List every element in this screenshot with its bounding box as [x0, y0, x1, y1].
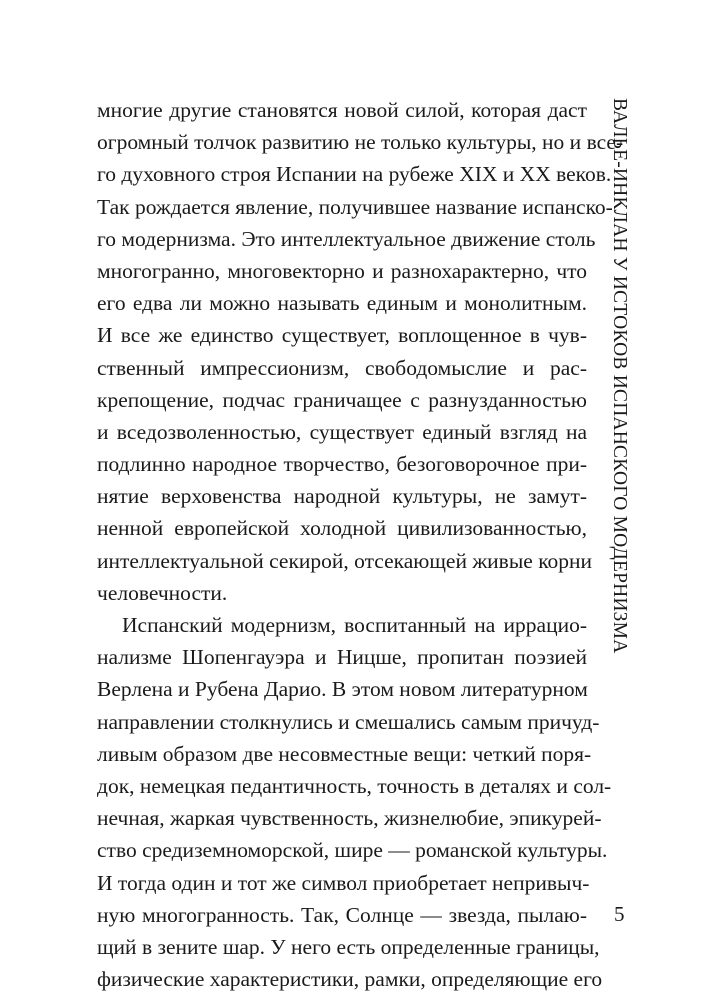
text-line: огромный толчок развитию не только культуры, но и все- [97, 130, 624, 155]
text-line: многогранно, многовекторно и разнохарактерно, что [97, 258, 587, 283]
text-line: ство средиземноморской, шире — романской культуры. [97, 838, 608, 863]
text-line: Верлена и Рубена Дарио. В этом новом литературном [97, 677, 588, 702]
text-line: многие другие становятся новой силой, которая даст [97, 98, 587, 122]
text-line: его едва ли можно называть единым и монолитным. [97, 291, 587, 316]
text-line: крепощение, подчас граничащее с разнузданностью [97, 387, 587, 412]
text-line: и вседозволенностью, существует единый взгляд на [97, 419, 587, 444]
text-line: ную многогранность. Так, Солнце — звезда, пылаю- [97, 902, 587, 927]
text-line: ственный импрессионизм, свободомыслие и рас- [97, 355, 587, 380]
text-line: И все же единство существует, воплощенное в чув- [97, 323, 587, 348]
page-number: 5 [614, 902, 625, 926]
text-line: ненной европейской холодной цивилизованностью, [97, 516, 587, 541]
text-line: нечная, жаркая чувственность, жизнелюбие, эпикурей- [97, 806, 602, 831]
text-line: И тогда один и тот же символ приобретает непривыч- [97, 870, 590, 895]
text-line: Испанский модернизм, воспитанный на иррацио- [122, 613, 587, 637]
text-line: физические характеристики, рамки, определяющие его [97, 967, 603, 992]
text-line: го духовного строя Испании на рубеже XIX и XX веков. [97, 162, 612, 187]
text-line: подлинно народное творчество, безоговорочное при- [97, 452, 587, 477]
paragraph [97, 609, 612, 995]
text-line: направлении столкнулись и смешались самым причуд- [97, 709, 600, 734]
text-line: интеллектуальной секирой, отсекающей живые корни [97, 548, 593, 573]
text-line: нятие верховенства народной культуры, не замут- [97, 484, 587, 509]
text-line: го модернизма. Это интеллектуальное движение столь [97, 226, 596, 251]
text-line: человечности. [97, 580, 228, 605]
text-line: щий в зените шар. У него есть определенные границы, [97, 934, 600, 959]
running-head: ВАЛЬЕ-ИНКЛАН У ИСТОКОВ ИСПАНСКОГО МОДЕРНИЗМА [609, 98, 630, 654]
text-line: нализме Шопенгауэра и Ницше, пропитан поэзией [97, 645, 587, 670]
text-line: ливым образом две несовместные вещи: четкий поря- [97, 741, 592, 766]
text-line: док, немецкая педантичность, точность в деталях и сол- [97, 773, 612, 798]
text-line: Так рождается явление, получившее название испанско- [97, 194, 613, 219]
